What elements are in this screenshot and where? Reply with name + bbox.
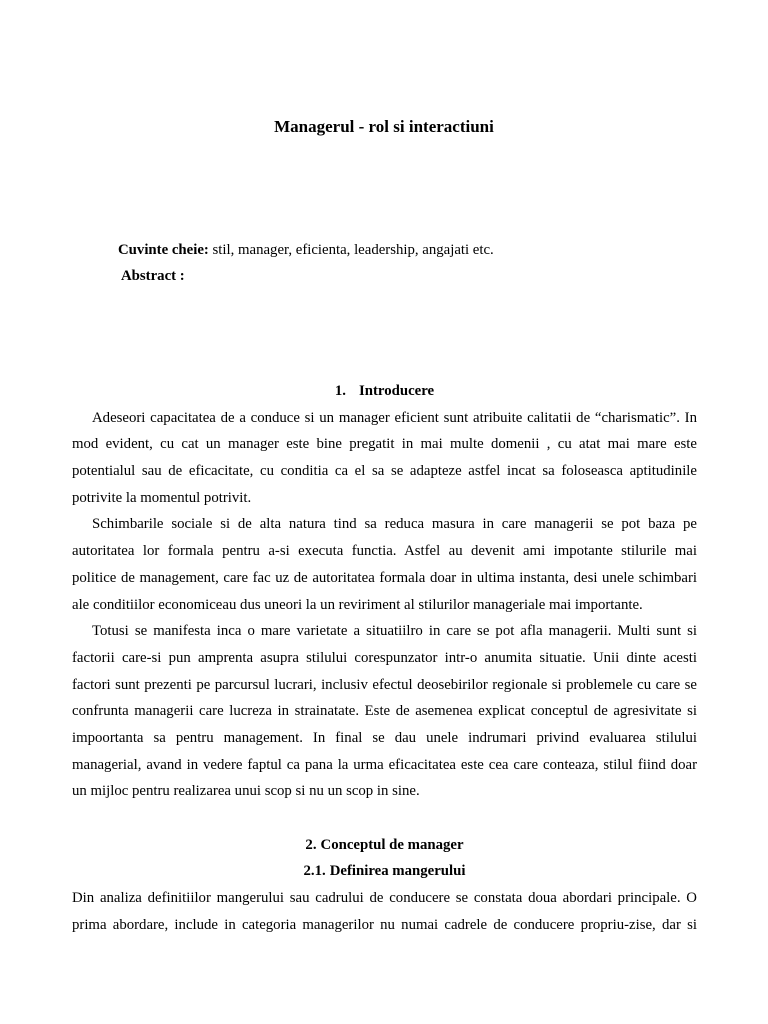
body-line: impoortanta sa pentru management. In final se dau unele indrumari privind evaluarea stilului — [72, 729, 697, 746]
blank-line — [72, 805, 697, 832]
subsection-number: 2.1. — [303, 863, 326, 880]
page-title: Managerul - rol si interactiuni — [274, 117, 494, 136]
body-line: Adeseori capacitatea de a conduce si un manager eficient sunt atribuite calitatii de “charismatic”. In — [92, 409, 697, 426]
body-line: potentialul sau de eficacitate, cu conditia ca el sa se adapteze astfel incat sa foloseasca aptitudinile — [72, 463, 697, 480]
body-line: Din analiza definitiilor mangerului sau cadrului de conducere se constata doua abordari principale. O — [72, 890, 697, 907]
document-body — [72, 378, 697, 938]
paragraph — [72, 511, 697, 618]
abstract-label: Abstract : — [121, 268, 185, 284]
keywords-label: Cuvinte cheie: — [118, 242, 209, 258]
body-line: politice de management, care fac uz de autoritatea formala doar in ultima instanta, desi unele schimbari — [72, 569, 697, 586]
keywords-line — [118, 237, 494, 263]
section-title: Introducere — [359, 383, 435, 399]
body-line: Totusi se manifesta inca o mare varietate a situatiilro in care se pot afla managerii. Multi sunt si — [92, 623, 697, 640]
section-title: Conceptul de manager — [320, 836, 464, 853]
body-line: autoritatea lor formala pentru a-si executa functia. Astfel au devenit ami impotante stilurile mai — [72, 543, 697, 560]
subsection-heading-definirea — [72, 858, 697, 885]
body-line: un mijloc pentru realizarea unui scop si nu un scop in sine. — [72, 783, 420, 800]
body-line: managerial, avand in vedere faptul ca pana la urma eficacitatea este cea care conteaza, stilul fiind doar — [72, 756, 697, 773]
keywords-text: stil, manager, eficienta, leadership, angajati etc. — [212, 242, 494, 258]
paragraph — [72, 618, 697, 805]
body-line: confrunta managerii care lucreza in strainatate. Este de asemenea explicat conceptul de agresivitate si — [72, 703, 697, 720]
body-line: potrivite la momentul potrivit. — [72, 489, 252, 506]
paragraph — [72, 405, 697, 512]
body-line: factorii care-si pun amprenta asupra stilului corespunzator intr-o anumita situatie. Unii dinte acesti — [72, 649, 697, 666]
paragraph — [72, 885, 697, 938]
body-line: Schimbarile sociale si de alta natura tind sa reduca masura in care managerii se pot baza pe — [92, 516, 697, 533]
section-number: 2. — [305, 836, 317, 853]
section-heading-introducere — [72, 378, 697, 405]
section-heading-conceptul — [72, 832, 697, 859]
body-line: ale conditiilor economiceau dus uneori la un reviriment al stilurilor manageriale mai importante. — [72, 596, 643, 613]
subsection-title: Definirea mangerului — [329, 863, 466, 880]
body-line: mod evident, cu cat un manager este bine pregatit in mai multe domenii , cu atat mai mare este — [72, 436, 697, 453]
body-line: factori sunt prezenti pe parcursul lucrari, inclusiv efectul deosebirilor regionale si problemele cu care se — [72, 676, 697, 693]
section-number: 1. — [334, 383, 347, 399]
body-line: prima abordare, include in categoria managerilor nu numai cadrele de conducere propriu-zise, dar si — [72, 916, 697, 933]
